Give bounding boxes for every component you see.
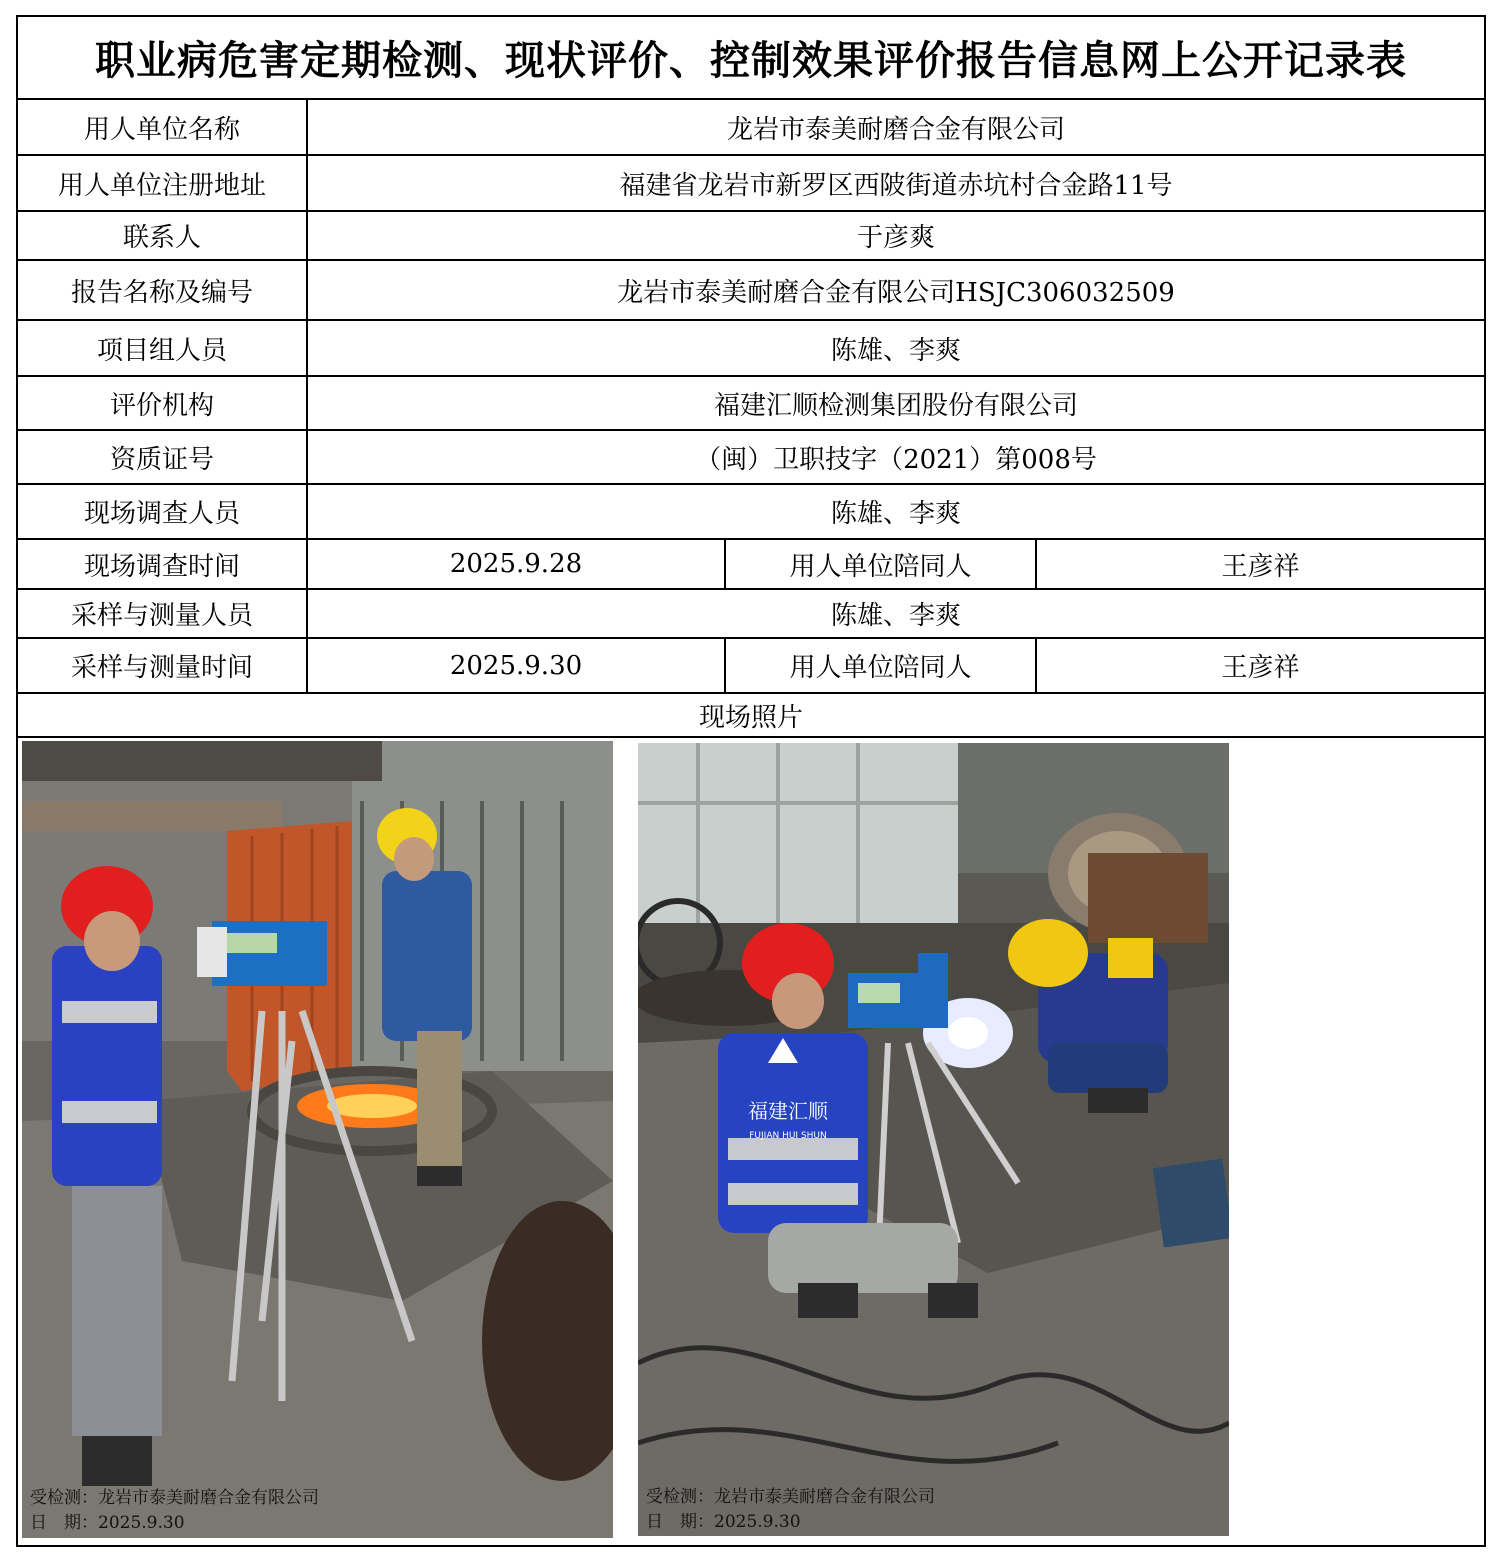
vest-logo-text-en: FUJIAN HUI SHUN [749, 1131, 827, 1141]
company-name-label: 用人单位名称 [18, 100, 308, 154]
sampling-time-label: 采样与测量时间 [18, 639, 308, 692]
contact-value: 于彦爽 [856, 223, 935, 253]
row-photos-header [18, 694, 1484, 738]
survey-time-label: 现场调查时间 [18, 540, 308, 588]
row-survey-staff [18, 485, 1484, 540]
report-label: 报告名称及编号 [18, 261, 308, 319]
photos-label: 现场照片 [698, 702, 803, 733]
table-title: 职业病危害定期检测、现状评价、控制效果评价报告信息网上公开记录表 [95, 38, 1407, 84]
vest-logo-text: 福建汇顺 [748, 1099, 828, 1123]
sampling-staff-value: 陈雄、李爽 [830, 601, 961, 631]
contact-label: 联系人 [18, 212, 308, 259]
site-photo-2 [638, 743, 1229, 1536]
agency-label: 评价机构 [18, 377, 308, 429]
photo-2-caption-company: 受检测：龙岩市泰美耐磨合金有限公司 [646, 1487, 935, 1507]
row-survey-time [18, 540, 1484, 590]
survey-staff-value: 陈雄、李爽 [830, 499, 961, 529]
record-table [16, 15, 1486, 1547]
row-team [18, 321, 1484, 377]
survey-time-value: 2025.9.28 [308, 540, 726, 588]
site-photo-1 [22, 741, 613, 1538]
address-value: 福建省龙岩市新罗区西陂街道赤坑村合金路11号 [619, 170, 1173, 201]
row-company-name [18, 100, 1484, 156]
company-name-value: 龙岩市泰美耐磨合金有限公司 [726, 114, 1065, 145]
photos-area [18, 738, 1484, 1545]
sampling-time-value: 2025.9.30 [308, 639, 726, 692]
sampling-staff-label: 采样与测量人员 [18, 590, 308, 637]
report-value: 龙岩市泰美耐磨合金有限公司HSJC306032509 [617, 277, 1175, 308]
row-contact [18, 212, 1484, 261]
row-sampling-time [18, 639, 1484, 694]
sampling-companion-value: 王彦祥 [1221, 653, 1300, 683]
survey-companion-label: 用人单位陪同人 [726, 540, 1037, 588]
row-sampling-staff [18, 590, 1484, 639]
row-agency [18, 377, 1484, 431]
title-row [18, 17, 1484, 100]
team-value: 陈雄、李爽 [830, 335, 961, 366]
welding-scene-illustration [638, 743, 1229, 1536]
row-cert [18, 431, 1484, 485]
agency-value: 福建汇顺检测集团股份有限公司 [713, 390, 1078, 421]
furnace-scene-illustration [22, 741, 613, 1538]
row-report [18, 261, 1484, 321]
photo-1-caption-company: 受检测：龙岩市泰美耐磨合金有限公司 [30, 1488, 319, 1508]
survey-companion-value: 王彦祥 [1221, 551, 1300, 582]
cert-value: （闽）卫职技字（2021）第008号 [695, 444, 1097, 475]
cert-label: 资质证号 [18, 431, 308, 483]
sampling-companion-label: 用人单位陪同人 [726, 639, 1037, 692]
survey-staff-label: 现场调查人员 [18, 485, 308, 538]
row-address [18, 156, 1484, 212]
photo-2-caption-date: 日 期：2025.9.30 [646, 1512, 801, 1532]
photo-1-caption-date: 日 期：2025.9.30 [30, 1513, 185, 1533]
team-label: 项目组人员 [18, 321, 308, 375]
address-label: 用人单位注册地址 [18, 156, 308, 210]
